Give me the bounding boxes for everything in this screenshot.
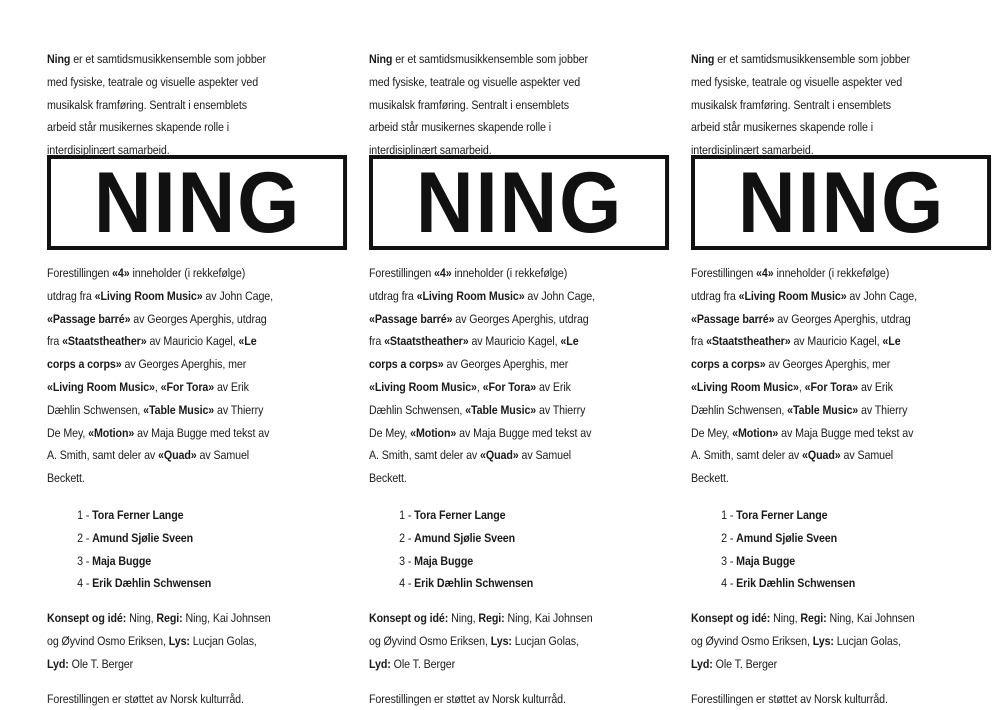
performer-name: Erik Dæhlin Schwensen [736, 576, 856, 591]
logo-text: NING [737, 154, 945, 251]
work-title: «Living Room Music» [369, 379, 477, 394]
leaflet-panel-3 [691, 48, 945, 710]
performer-item [77, 504, 277, 527]
performer-name: Erik Dæhlin Schwensen [92, 576, 212, 591]
credit-label: Regi: [800, 611, 827, 626]
performer-item [721, 527, 921, 550]
ensemble-name: Ning [691, 52, 715, 66]
work-title: «Living Room Music» [738, 288, 847, 303]
intro-paragraph [691, 48, 921, 158]
intro-text: er et samtidsmusikkensemble som jobber med fysiske, teatrale og visuelle aspekter ved musikalsk framføring. Sentralt i ensemblets arbeid står musikernes skapende rolle i interdisiplinært samarbeid. [691, 52, 910, 158]
credit-value: Ning, Kai Johnsen og Øyvind Osmo Eriksen, [691, 611, 915, 648]
work-title: «Motion» [732, 425, 779, 440]
ning-logo [369, 155, 669, 250]
work-title: «Staatstheather» [706, 334, 791, 349]
credit-label: Lys: [490, 633, 512, 648]
work-title: «Motion» [410, 425, 457, 440]
work-title: «4» [112, 266, 130, 280]
performer-item [77, 550, 277, 573]
credit-label: Lys: [168, 633, 190, 648]
desc-text: , [798, 379, 805, 394]
performer-number: 2 - [77, 530, 93, 545]
credit-value: Ning, Kai Johnsen og Øyvind Osmo Eriksen, [369, 611, 593, 648]
performer-item [721, 504, 921, 527]
credit-label: Lyd: [369, 656, 391, 671]
performer-item [77, 527, 277, 550]
performer-number: 2 - [721, 530, 737, 545]
performer-name: Tora Ferner Lange [736, 507, 828, 522]
work-title: «4» [756, 266, 774, 280]
ensemble-name: Ning [47, 52, 71, 66]
ning-logo [47, 155, 347, 250]
credit-label: Konsept og idé: [369, 611, 449, 626]
work-title: «4» [434, 266, 452, 280]
desc-text: av John Cage, [846, 288, 918, 303]
intro-text: er et samtidsmusikkensemble som jobber med fysiske, teatrale og visuelle aspekter ved musikalsk framføring. Sentralt i ensemblets arbeid står musikernes skapende rolle i interdisiplinært samarbeid. [369, 52, 588, 158]
desc-text: av John Cage, [202, 288, 274, 303]
program-description [369, 262, 599, 490]
credit-label: Regi: [478, 611, 505, 626]
work-title: «Table Music» [465, 402, 537, 417]
desc-text: av Thierry De Mey, [691, 402, 908, 440]
performer-item [399, 550, 599, 573]
performer-item [399, 572, 599, 595]
work-title: «Le corps a corps» [47, 334, 257, 372]
performer-number: 1 - [721, 507, 737, 522]
desc-text: Forestillingen [369, 266, 435, 280]
leaflet-panel-1 [47, 48, 301, 710]
support-note: Forestillingen er støttet av Norsk kulturråd. [47, 691, 244, 706]
performer-item [399, 504, 599, 527]
performer-number: 3 - [399, 553, 415, 568]
credit-value: Ning, [770, 611, 801, 626]
work-title: «Quad» [158, 448, 197, 463]
ensemble-name: Ning [369, 52, 393, 66]
performer-list [369, 504, 599, 595]
intro-text: er et samtidsmusikkensemble som jobber med fysiske, teatrale og visuelle aspekter ved musikalsk framføring. Sentralt i ensemblets arbeid står musikernes skapende rolle i interdisiplinært samarbeid. [47, 52, 266, 158]
performer-item [77, 572, 277, 595]
credit-label: Konsept og idé: [691, 611, 771, 626]
credits-paragraph [47, 607, 277, 675]
work-title: «Passage barré» [691, 311, 775, 326]
performer-number: 3 - [721, 553, 737, 568]
work-title: «Staatstheather» [384, 334, 469, 349]
performer-item [399, 527, 599, 550]
desc-text: av Samuel Beckett. [47, 448, 250, 486]
work-title: «Quad» [480, 448, 519, 463]
desc-text: Forestillingen [47, 266, 113, 280]
work-title: «For Tora» [804, 379, 859, 394]
desc-text: , [154, 379, 161, 394]
program-description [47, 262, 277, 490]
performer-name: Amund Sjølie Sveen [414, 530, 516, 545]
work-title: «Living Room Music» [47, 379, 155, 394]
credit-label: Konsept og idé: [47, 611, 127, 626]
performer-item [721, 550, 921, 573]
desc-text: av Georges Aperghis, mer [765, 357, 891, 372]
work-title: «Table Music» [787, 402, 859, 417]
desc-text: av Maja Bugge med tekst av A. Smith, samt deler av [369, 425, 592, 463]
performer-name: Amund Sjølie Sveen [736, 530, 838, 545]
desc-text: av Georges Aperghis, utdrag fra [369, 311, 589, 349]
leaflet-panel-2 [369, 48, 623, 710]
desc-text: av Samuel Beckett. [691, 448, 894, 486]
work-title: «Le corps a corps» [369, 334, 579, 372]
performer-name: Tora Ferner Lange [414, 507, 506, 522]
desc-text: av Georges Aperghis, mer [121, 357, 247, 372]
desc-text: av Mauricio Kagel, [468, 334, 561, 349]
performer-list [691, 504, 921, 595]
credit-value: Ning, Kai Johnsen og Øyvind Osmo Eriksen, [47, 611, 271, 648]
desc-text: av Georges Aperghis, mer [443, 357, 569, 372]
work-title: «Living Room Music» [416, 288, 525, 303]
intro-paragraph [369, 48, 599, 158]
desc-text: av Maja Bugge med tekst av A. Smith, samt deler av [47, 425, 270, 463]
performer-number: 2 - [399, 530, 415, 545]
desc-text: av Mauricio Kagel, [790, 334, 883, 349]
credits-paragraph [691, 607, 921, 675]
credit-value: Lucjan Golas, [833, 633, 901, 648]
desc-text: Forestillingen [691, 266, 757, 280]
desc-text: inneholder (i rekkefølge) utdrag fra [691, 266, 890, 303]
desc-text: av Erik Dæhlin Schwensen, [47, 379, 249, 417]
performer-name: Maja Bugge [736, 553, 796, 568]
performer-number: 4 - [77, 576, 93, 591]
work-title: «For Tora» [482, 379, 537, 394]
intro-paragraph [47, 48, 277, 158]
credit-label: Lys: [812, 633, 834, 648]
credit-value: Lucjan Golas, [189, 633, 257, 648]
desc-text: av Thierry De Mey, [369, 402, 586, 440]
performer-name: Maja Bugge [92, 553, 152, 568]
performer-name: Maja Bugge [414, 553, 474, 568]
desc-text: av John Cage, [524, 288, 596, 303]
work-title: «Passage barré» [369, 311, 453, 326]
desc-text: inneholder (i rekkefølge) utdrag fra [47, 266, 246, 303]
work-title: «Quad» [802, 448, 841, 463]
work-title: «Living Room Music» [94, 288, 203, 303]
desc-text: av Georges Aperghis, utdrag fra [47, 311, 267, 349]
work-title: «Staatstheather» [62, 334, 147, 349]
desc-text: , [476, 379, 483, 394]
work-title: «Table Music» [143, 402, 215, 417]
credit-value: Ole T. Berger [68, 656, 134, 671]
credit-label: Lyd: [47, 656, 69, 671]
ning-logo [691, 155, 991, 250]
performer-name: Amund Sjølie Sveen [92, 530, 194, 545]
credit-value: Ning, [448, 611, 479, 626]
desc-text: av Georges Aperghis, utdrag fra [691, 311, 911, 349]
support-note: Forestillingen er støttet av Norsk kulturråd. [691, 691, 888, 706]
logo-text: NING [93, 154, 301, 251]
credit-value: Ole T. Berger [712, 656, 778, 671]
performer-number: 4 - [399, 576, 415, 591]
performer-list [47, 504, 277, 595]
performer-number: 1 - [77, 507, 93, 522]
performer-name: Tora Ferner Lange [92, 507, 184, 522]
credits-paragraph [369, 607, 599, 675]
credit-value: Ole T. Berger [390, 656, 456, 671]
performer-number: 3 - [77, 553, 93, 568]
support-note: Forestillingen er støttet av Norsk kulturråd. [369, 691, 566, 706]
credit-value: Lucjan Golas, [511, 633, 579, 648]
credit-value: Ning, [126, 611, 157, 626]
program-description [691, 262, 921, 490]
performer-number: 1 - [399, 507, 415, 522]
desc-text: av Maja Bugge med tekst av A. Smith, samt deler av [691, 425, 914, 463]
desc-text: av Mauricio Kagel, [146, 334, 239, 349]
work-title: «Passage barré» [47, 311, 131, 326]
desc-text: av Thierry De Mey, [47, 402, 264, 440]
credit-label: Lyd: [691, 656, 713, 671]
work-title: «Le corps a corps» [691, 334, 901, 372]
work-title: «For Tora» [160, 379, 215, 394]
performer-number: 4 - [721, 576, 737, 591]
logo-text: NING [415, 154, 623, 251]
performer-name: Erik Dæhlin Schwensen [414, 576, 534, 591]
work-title: «Motion» [88, 425, 135, 440]
desc-text: inneholder (i rekkefølge) utdrag fra [369, 266, 568, 303]
desc-text: av Erik Dæhlin Schwensen, [691, 379, 893, 417]
desc-text: av Samuel Beckett. [369, 448, 572, 486]
work-title: «Living Room Music» [691, 379, 799, 394]
credit-label: Regi: [156, 611, 183, 626]
desc-text: av Erik Dæhlin Schwensen, [369, 379, 571, 417]
performer-item [721, 572, 921, 595]
